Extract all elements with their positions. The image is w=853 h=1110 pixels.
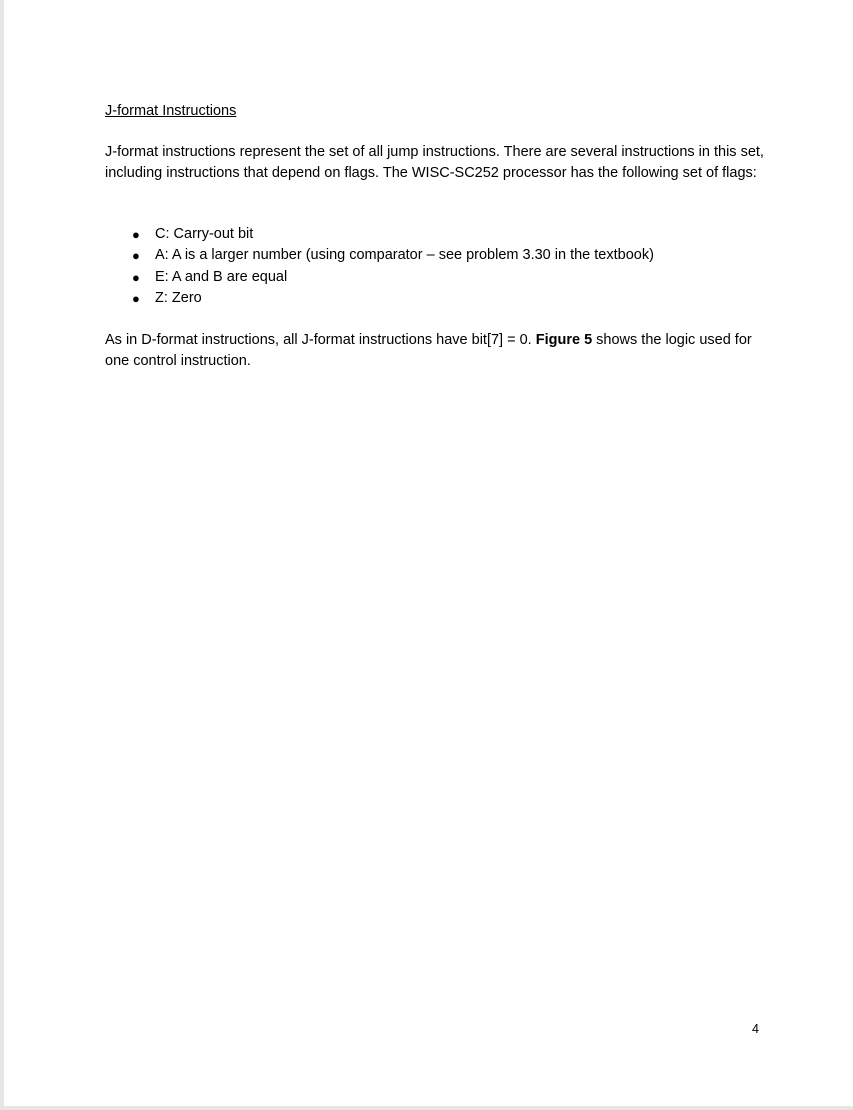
closing-paragraph (105, 330, 765, 371)
section-heading: J-format Instructions (105, 103, 237, 119)
closing-text-end: shows the logic used for one control instruction. (105, 332, 752, 369)
list-item (105, 245, 654, 266)
page-number: 4 (752, 1022, 759, 1036)
closing-text-start: As in D-format instructions, all J-format instructions have bit[7] = 0. (105, 332, 536, 348)
bullet-icon: ● (132, 269, 140, 285)
bullet-icon: ● (132, 290, 140, 306)
intro-paragraph: J-format instructions represent the set of all jump instructions. There are several instructions in this set, including instructions that depend on flags. The WISC-SC252 processor has the following set of flags: (105, 144, 764, 181)
list-item (105, 224, 654, 245)
flag-text: Z: Zero (155, 289, 202, 306)
list-item (105, 267, 654, 288)
flag-text: E: A and B are equal (155, 268, 288, 285)
flag-list (105, 224, 654, 309)
document-page (4, 0, 853, 1106)
flag-text: A: A is a larger number (using comparator – see problem 3.30 in the textbook) (155, 247, 654, 264)
flag-text: C: Carry-out bit (155, 226, 254, 242)
bullet-icon: ● (132, 248, 140, 264)
list-item (105, 288, 654, 309)
figure-reference: Figure 5 (535, 332, 593, 348)
bullet-icon: ● (132, 227, 140, 242)
